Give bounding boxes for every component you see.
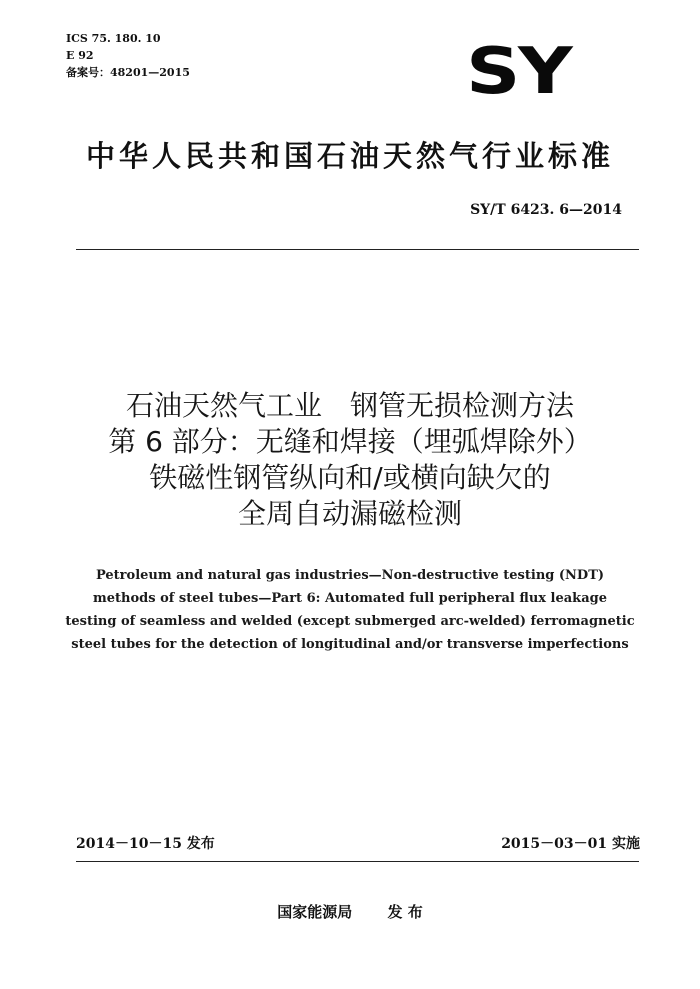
chinese-title-line: 第 6 部分：无缝和焊接（埋弧焊除外） — [108, 425, 592, 458]
chinese-title-line: 全周自动漏磁检测 — [237, 497, 462, 530]
chinese-title — [0, 388, 700, 532]
issuer-action: 发 布 — [387, 903, 423, 921]
filing-number: 备案号：48201—2015 — [66, 66, 190, 79]
bottom-divider — [76, 861, 639, 862]
top-divider — [76, 249, 639, 250]
issuer-line — [0, 901, 700, 922]
english-title — [0, 564, 700, 656]
implementation-date: 2015－03－01 实施 — [501, 836, 640, 852]
issuer-name: 国家能源局 — [277, 903, 353, 921]
sy-logo: SY — [466, 35, 571, 109]
issue-date: 2014－10－15 发布 — [76, 836, 215, 852]
chinese-title-line: 石油天然气工业 钢管无损检测方法 — [125, 389, 574, 422]
standard-number: SY/T 6423. 6—2014 — [470, 202, 622, 218]
chinese-title-line: 铁磁性钢管纵向和/或横向缺欠的 — [149, 461, 551, 494]
class-code: E 92 — [66, 49, 94, 62]
english-title-line: Petroleum and natural gas industries—Non-destructive testing (NDT) — [95, 568, 605, 583]
classification-block — [66, 30, 190, 81]
english-title-line: methods of steel tubes—Part 6: Automated full peripheral flux leakage — [93, 591, 607, 606]
english-title-line: steel tubes for the detection of longitudinal and/or transverse imperfections — [71, 637, 629, 652]
ics-code: ICS 75. 180. 10 — [66, 32, 161, 45]
industry-standard-heading: 中华人民共和国石油天然气行业标准 — [85, 139, 614, 173]
english-title-line: testing of seamless and welded (except submerged arc-welded) ferromagnetic — [65, 614, 635, 629]
